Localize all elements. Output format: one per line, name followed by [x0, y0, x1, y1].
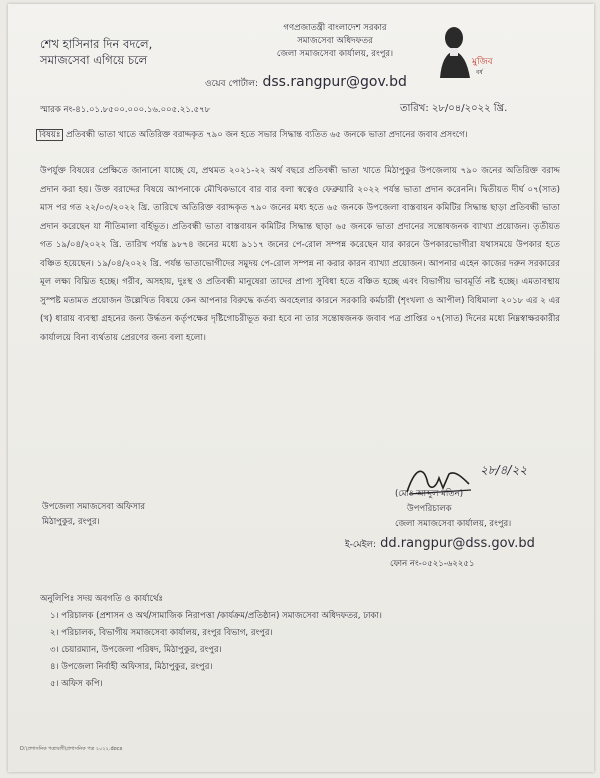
svg-text:বর্ষ: বর্ষ	[476, 69, 483, 76]
copy-item: ৩। চেয়ারম্যান, উপজেলা পরিষদ, মিঠাপুকুর, রংপুর।	[50, 645, 222, 655]
date-value: ২৮/০৪/২০২২ খ্রি.	[431, 103, 508, 114]
signatory-name: (মোঃ আব্দুল মতিন)	[395, 489, 464, 499]
copy-item: ২। পরিচালক, বিভাগীয় সমাজসেবা কার্যালয়, রংপুর বিভাগ, রংপুর।	[50, 628, 273, 638]
portal-url: dss.rangpur@gov.bd	[262, 74, 407, 90]
copy-item: ৫। অফিস কপি।	[50, 679, 103, 689]
slogan-line-2: সমাজসেবা এগিয়ে চলে	[40, 53, 148, 67]
copy-list	[50, 608, 382, 693]
letterhead	[205, 22, 465, 61]
recipient-line-2: মিঠাপুকুর, রংপুর।	[42, 517, 100, 527]
copy-item: ৪। উপজেলা নির্বাহী অফিসার, মিঠাপুকুর, রংপুর।	[50, 662, 213, 672]
subject-text: প্রতিবন্ধী ভাতা খাতে অতিরিক্ত বরাদ্দকৃত ৭৯০ জন হতে সভার সিদ্ধান্ত ব্যতিত ৬৫ জনকে ভাতা প্রদানের জবাব প্রসংগে।	[66, 130, 468, 140]
signatory-office: জেলা সমাজসেবা কার্যালয়, রংপুর।	[395, 519, 512, 529]
svg-text:মুজিব: মুজিব	[472, 57, 493, 67]
slogan	[40, 36, 152, 68]
web-portal	[205, 74, 407, 91]
copy-item: ১। পরিচালক (প্রশাসন ও অর্থ/সামাজিক নিরাপত্তা /কার্যক্রম/প্রতিষ্ঠান) সমাজসেবা অধিদফতর, ঢাকা।	[50, 611, 382, 621]
memo-date	[400, 101, 507, 118]
office-name: জেলা সমাজসেবা কার্যালয়, রংপুর।	[276, 49, 394, 59]
subject-line	[36, 129, 556, 142]
signatory-block	[395, 487, 511, 532]
signatory-phone: ফোন নং-০৫২১-৬২২৫১	[390, 559, 475, 569]
email-label: ই-মেইল:	[345, 540, 376, 550]
govt-name: গণপ্রজাতন্ত্রী বাংলাদেশ সরকার	[283, 23, 387, 33]
copy-heading: অনুলিপিঃ সদয় অবগতি ও কার্যার্থেঃ	[40, 594, 164, 604]
recipient-block	[42, 500, 145, 530]
memo-reference: স্মারক নং-৪১.০১.৮৫০০.০০০.১৬.০০৫.২১.৫৭৮	[40, 105, 211, 115]
subject-label: বিষয়ঃ	[36, 129, 63, 141]
email-value: dd.rangpur@dss.gov.bd	[380, 536, 535, 551]
mujib-portrait-logo	[432, 18, 494, 80]
slogan-line-1: শেখ হাসিনার দিন বদলে,	[40, 37, 153, 51]
signatory-email	[345, 536, 535, 552]
department-name: সমাজসেবা অধিদফতর	[297, 36, 373, 46]
portal-label: ওয়েব পোর্টাল:	[205, 79, 259, 89]
file-path-footer: D:\প্রশাসনিক পত্রাবলী\প্রশাসনিক পত্র ২০২২.docx	[20, 746, 123, 752]
date-label: তারিখ:	[400, 103, 429, 114]
letter-body: উপর্যুক্ত বিষয়ের প্রেক্ষিতে জানানো যাচ্ছে যে, প্রথমত ২০২১-২২ অর্থ বছরে প্রতিবন্ধী ভাতা খাতে মিঠাপুকুর উপজেলায় ৭৯০ জনের অতিরিক্ত বরাদ্দ প্রদান করা হয়। উক্ত বরাদ্দের বিষয়ে আপনাকে মৌখিকভাবে বার বার বলা স্বত্বেও ফেব্রুয়ারি ২০২২ পর্যন্ত ভাতা প্রদান করেননি। দ্বিতীয়ত দীর্ঘ ০৭(সাত) মাস পর গত ২২/০৩/২০২২ খ্রি. তারিখে অতিরিক্ত বরাদ্দকৃত ৭৯০ জনের মধ্য হতে ৬৫ জনকে উপজেলা বাস্তবায়ন কমিটির সিদ্ধান্ত ছাড়া প্রতিবন্ধী ভাতা প্রদান করেছেন যা নীতিমালা বর্হিভূত। প্রতিবন্ধী ভাতা বাস্তবায়ন কমিটির সিদ্ধান্ত ছাড়া ৬৫ জনকে ভাতা প্রদানের সন্তোষজনক ব্যাখ্যা প্রয়োজন। তৃতীয়ত গত ১৯/০৪/২০২২ খ্রি. তারিখ পর্যন্ত ৯৮৭৪ জনের মধ্যে ৯১১৭ জনের পে-রোল সম্পন্ন করেছেন যার কারনে উপকারভোগীরা যথাসময়ে উপকার হতে বঞ্চিত হয়েছেন। ১৯/০৪/২০২২ খ্রি. পর্যন্ত ভাতাভোগীদের সমুদয় পে-রোল সম্পন্ন না করার কারন ব্যাখ্যা প্রয়োজন। আপনার এহেন কাজের দরুন সরকারের মূল লক্ষ্য বিঘ্নিত হচ্ছে। গরীব, অসহায়, দুঃস্থ ও প্রতিবন্ধী মানুষেরা তাদের প্রাপ্য সুবিধা হতে বঞ্চিত হচ্ছে এবং বিভাগীয় ভাবমূর্তি নষ্ট হচ্ছে। এমতাবস্থায় সুস্পষ্ট মতামত প্রয়োজন উল্লেখিত বিষয়ে কেন আপনার বিরুদ্ধে কর্তব্য অবহেলার কারনে সরকারি কর্মচারী (শৃংখলা ও আপীল) বিধিমালা ২০১৮ এর ২ এর (খ) ধারায় ব্যবস্থা গ্রহনের জন্য উর্দ্ধতন কর্তৃপক্ষের দৃষ্টিগোচরীভূত করা হবে না তার সন্তোষজনক জবাব পত্র প্রাপ্তির ০৭(সাত) দিনের মধ্যে নিম্নস্বাক্ষরকারীর কার্যালয়ে বিনা ব্যর্থতায় প্রেরণের জন্য বলা হলো।	[40, 166, 561, 343]
recipient-line-1: উপজেলা সমাজসেবা অফিসার	[42, 502, 146, 512]
signatory-title: উপপরিচালক	[407, 504, 452, 514]
signature-date: ২৮/৪/২২	[480, 463, 528, 477]
